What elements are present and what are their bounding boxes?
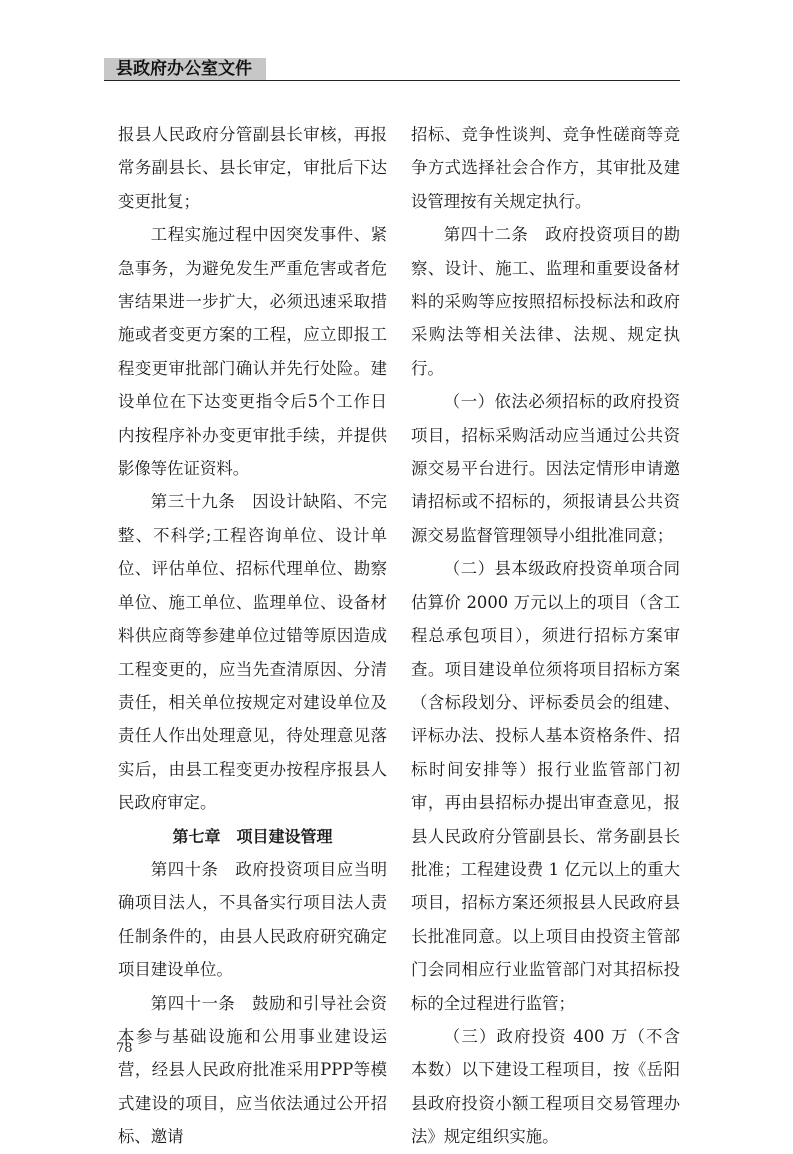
paragraph-emergency-changes: 工程实施过程中因突发事件、紧急事务，为避免发生严重危害或者危害结果进一步扩大，必须迅速采取措施或者变更方案的工程，应立即报工程变更审批部门确认并先行处险。建设单位在下达变更指令后5个工作日内按程序补办变更审批手续，并提供影像等佐证资料。 <box>118 225 387 479</box>
header-rule <box>104 80 680 81</box>
article-42-item-3: （三）政府投资 400 万（不含本数）以下建设工程项目，按《岳阳县政府投资小额工程项目交易管理办法》规定组织实施。 <box>411 1026 680 1147</box>
left-column <box>118 118 387 1154</box>
paragraph-article-41-continued: 招标、竞争性谈判、竞争性磋商等竞争方式选择社会合作方，其审批及建设管理按有关规定执行。 <box>411 125 680 211</box>
article-42: 第四十二条 政府投资项目的勘察、设计、施工、监理和重要设备材料的采购等应按照招标投标法和政府采购法等相关法律、法规、规定执行。 <box>411 225 680 378</box>
chapter-7-heading: 第七章 项目建设管理 <box>172 826 333 846</box>
article-39: 第三十九条 因设计缺陷、不完整、不科学;工程咨询单位、设计单位、评估单位、招标代理单位、勘察单位、施工单位、监理单位、设备材料供应商等参建单位过错等原因造成工程变更的，应当先查清原因、分清责任，相关单位按规定对建设单位及责任人作出处理意见，待处理意见落实后，由县工程变更办按程序报县人民政府审定。 <box>118 492 387 813</box>
article-41: 第四十一条 鼓励和引导社会资本参与基础设施和公用事业建设运营，经县人民政府批准采用PPP等模式建设的项目，应当依法通过公开招标、邀请 <box>118 993 387 1147</box>
article-40: 第四十条 政府投资项目应当明确项目法人，不具备实行项目法人责任制条件的，由县人民政府研究确定项目建设单位。 <box>118 859 387 980</box>
article-42-item-2: （二）县本级政府投资单项合同估算价 2000 万元以上的项目（含工程总承包项目），须进行招标方案审查。项目建设单位须将项目招标方案（含标段划分、评标委员会的组建、评标办法、投标人基本资格条件、招标时间安排等）报行业监管部门初审，再由县招标办提出审查意见，报县人民政府分管副县长、常务副县长批准；工程建设费 1 亿元以上的重大项目，招标方案还须报县人民政府县长批准同意。以上项目由投资主管部门会同相应行业监管部门对其招标投标的全过程进行监管； <box>411 559 680 1013</box>
paragraph-continuation: 报县人民政府分管副县长审核，再报常务副县长、县长审定，审批后下达变更批复； <box>118 125 387 211</box>
document-header-title: 县政府办公室文件 <box>104 58 266 80</box>
page-number: 78 <box>116 1041 133 1056</box>
right-column <box>411 118 680 1154</box>
article-42-item-1: （一）依法必须招标的政府投资项目，招标采购活动应当通过公共资源交易平台进行。因法定情形申请邀请招标或不招标的，须报请县公共资源交易监督管理领导小组批准同意； <box>411 392 680 545</box>
